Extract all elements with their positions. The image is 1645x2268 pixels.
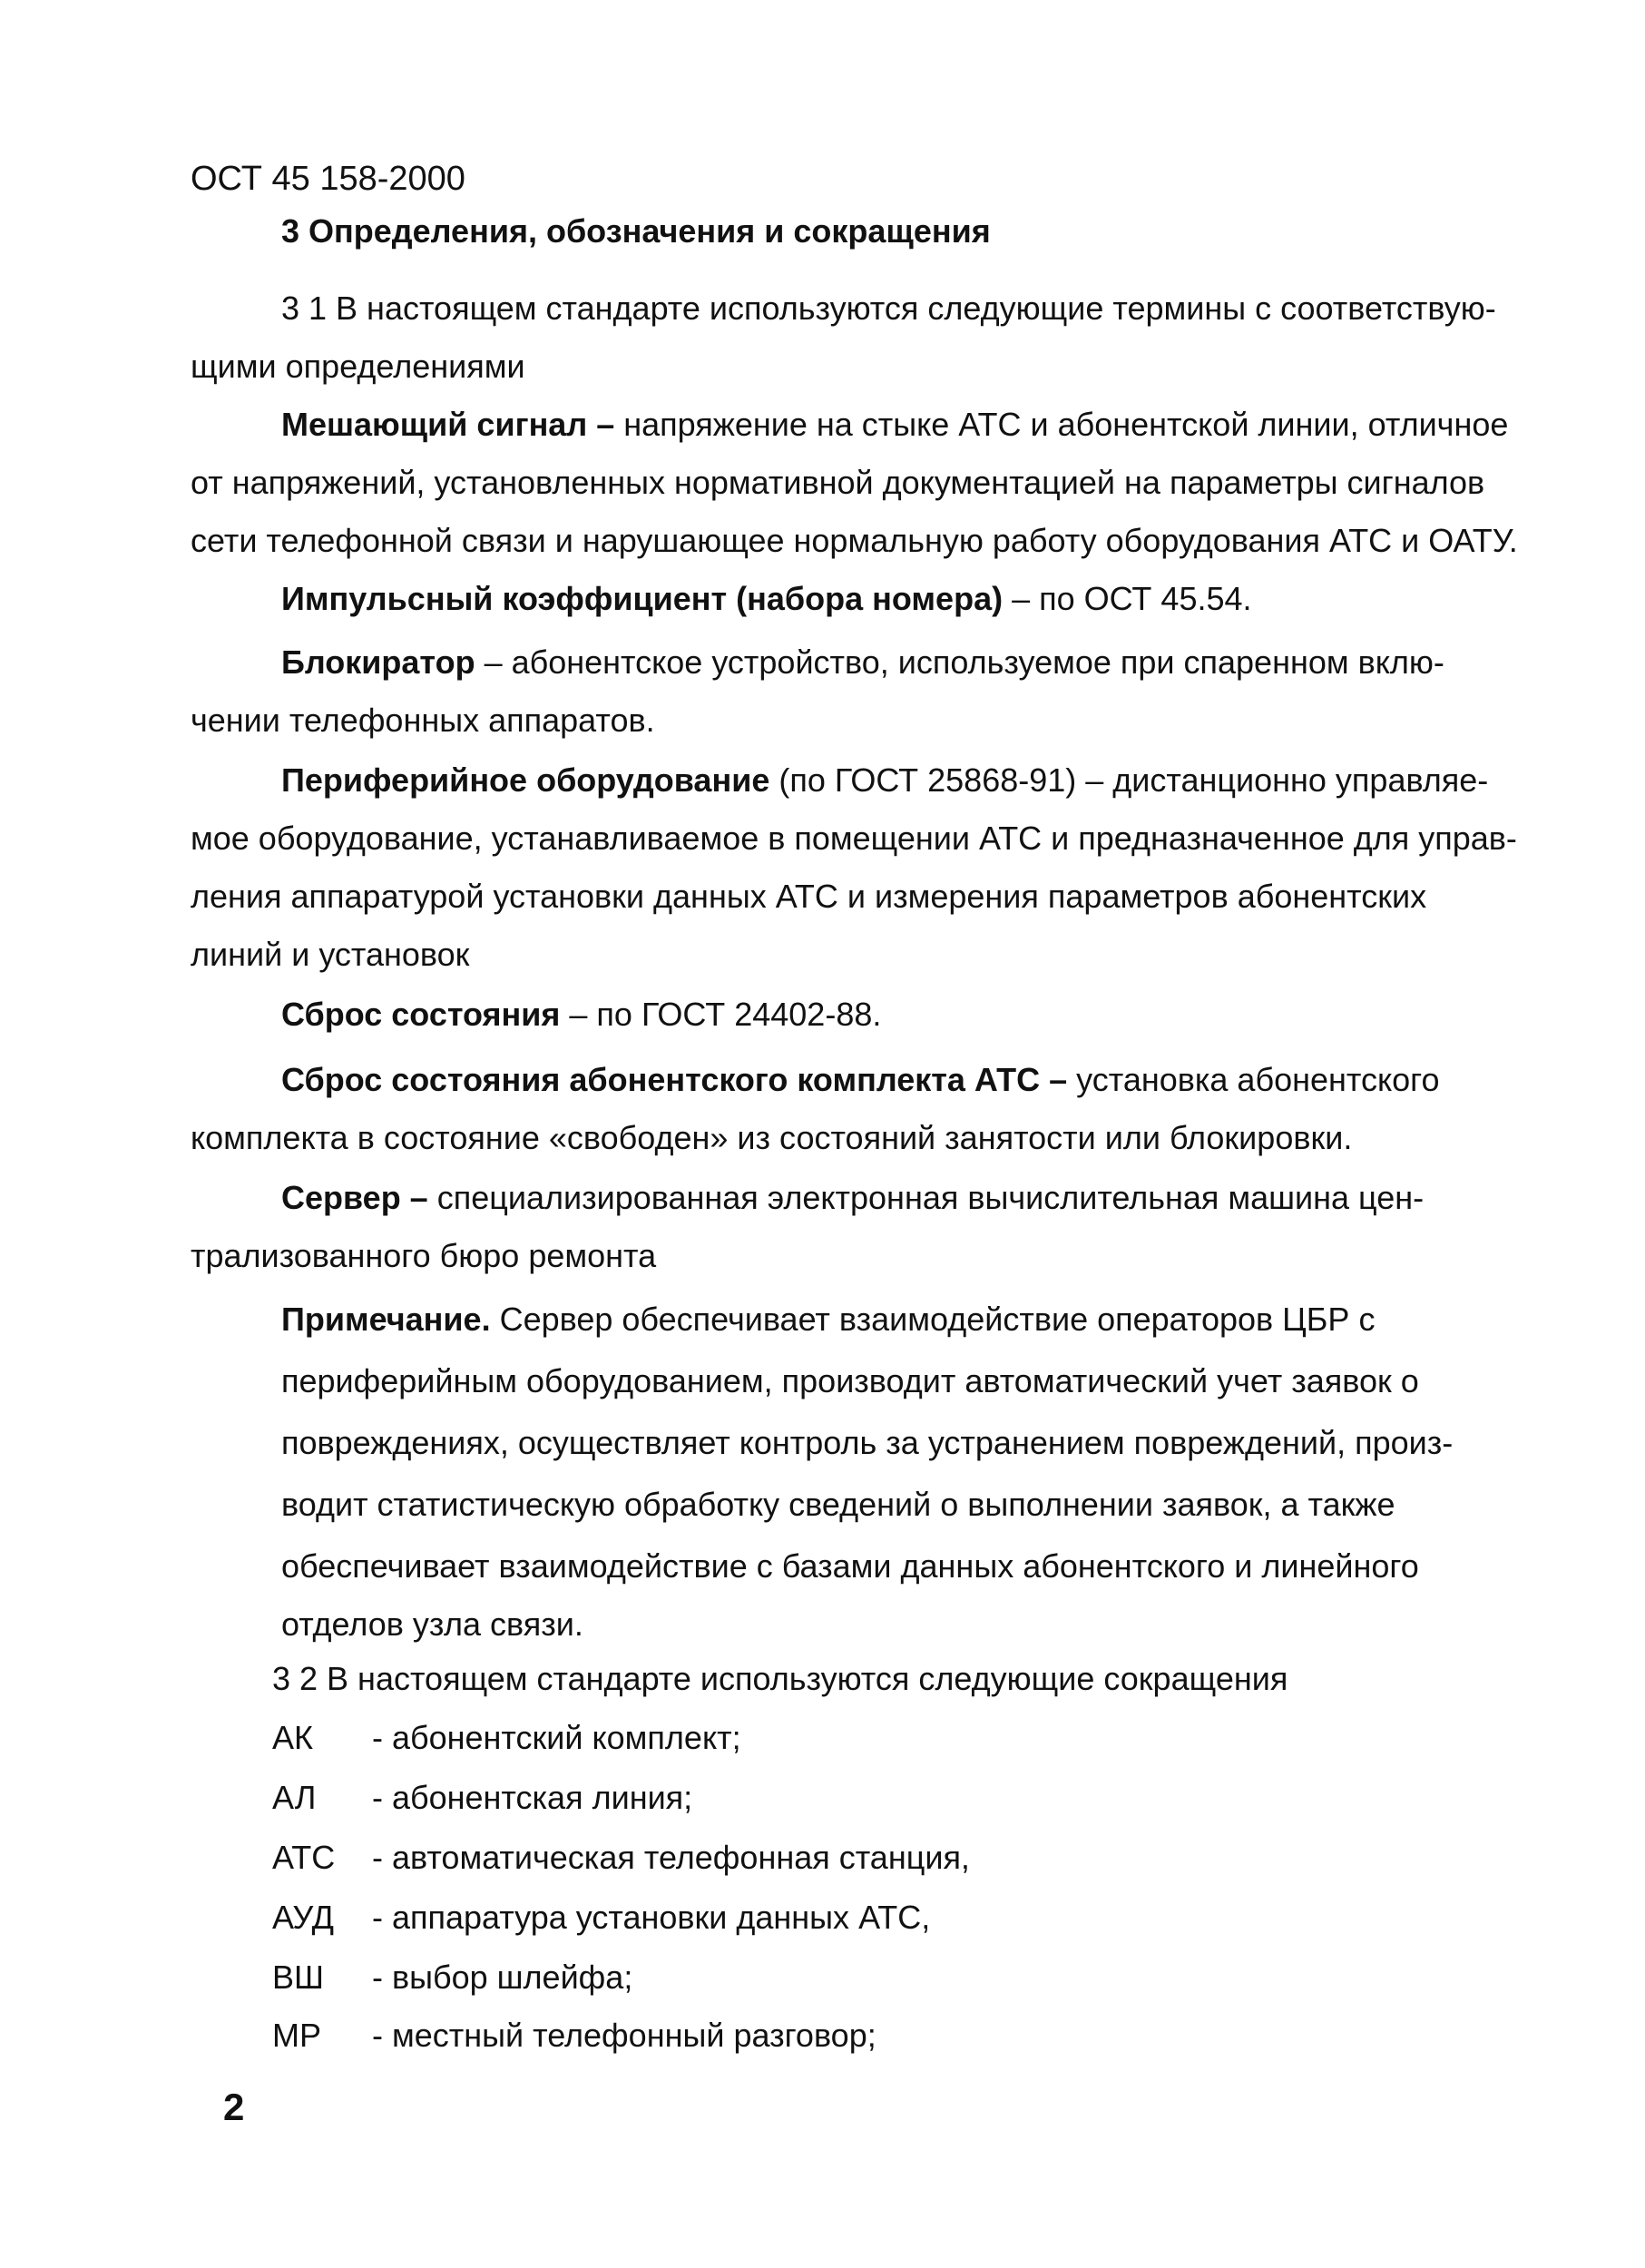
note-line-4: водит статистическую обработку сведений о выполнении заявок, а также xyxy=(281,1486,1395,1523)
abbreviation-code: АК xyxy=(272,1719,313,1756)
term-label: Блокиратор xyxy=(281,643,475,681)
abbreviation-code: АТС xyxy=(272,1839,336,1876)
note-text: Сервер обеспечивает взаимодействие операторов ЦБР с xyxy=(490,1301,1376,1338)
note-line-6: отделов узла связи. xyxy=(281,1605,583,1643)
term-definition-line: от напряжений, установленных нормативной документацией на параметры сигналов xyxy=(191,464,1485,501)
note-line-3: повреждениях, осуществляет контроль за устранением повреждений, произ- xyxy=(281,1424,1454,1461)
intro-3-1-line-2: щими определениями xyxy=(191,348,525,385)
term-subscriber-set-reset xyxy=(281,1061,1440,1098)
term-definition: (по ГОСТ 25868-91) – дистанционно управляе- xyxy=(769,761,1489,799)
term-label: Периферийное оборудование xyxy=(281,761,770,799)
abbreviation-row xyxy=(272,1899,930,1937)
abbreviation-row xyxy=(272,1719,741,1757)
term-definition: – абонентское устройство, используемое при спаренном вклю- xyxy=(475,643,1444,681)
term-definition: – по ГОСТ 24402-88. xyxy=(560,996,882,1033)
abbreviation-meaning: - абонентская линия; xyxy=(372,1779,693,1816)
term-definition-line: комплекта в состояние «свободен» из состояний занятости или блокировки. xyxy=(191,1119,1353,1156)
term-definition-line: трализованного бюро ремонта xyxy=(191,1237,657,1274)
note-line-2: периферийным оборудованием, производит автоматический учет заявок о xyxy=(281,1362,1419,1399)
note-label: Примечание. xyxy=(281,1301,491,1338)
term-pulse-ratio xyxy=(281,580,1252,617)
abbreviation-meaning: - автоматическая телефонная станция, xyxy=(372,1839,970,1876)
term-label: Сброс состояния абонентского комплекта АТС – xyxy=(281,1061,1068,1098)
term-server xyxy=(281,1179,1425,1216)
page-number: 2 xyxy=(223,2086,245,2128)
abbreviation-meaning: - выбор шлейфа; xyxy=(372,1959,633,1996)
term-definition: напряжение на стыке АТС и абонентской линии, отличное xyxy=(614,406,1509,443)
abbreviation-code: ВШ xyxy=(272,1959,325,1996)
intro-3-1-line-1: 3 1 В настоящем стандарте используются следующие термины с соответствую- xyxy=(281,290,1496,327)
term-label: Мешающий сигнал – xyxy=(281,406,615,443)
abbreviation-code: АУД xyxy=(272,1899,335,1936)
abbreviation-meaning: - абонентский комплект; xyxy=(372,1719,741,1756)
abbreviation-meaning: - аппаратура установки данных АТС, xyxy=(372,1899,931,1936)
abbreviation-row xyxy=(272,1959,632,1997)
term-definition-line: мое оборудование, устанавливаемое в помещении АТС и предназначенное для управ- xyxy=(191,820,1517,857)
term-label: Сброс состояния xyxy=(281,996,561,1033)
term-label: Импульсный коэффициент (набора номера) xyxy=(281,580,1004,617)
abbreviation-row xyxy=(272,1839,970,1877)
intro-3-2: 3 2 В настоящем стандарте используются следующие сокращения xyxy=(272,1660,1288,1697)
section-title: 3 Определения, обозначения и сокращения xyxy=(281,212,991,250)
note-line-1 xyxy=(281,1303,1375,1336)
note-line-5: обеспечивает взаимодействие с базами данных абонентского и линейного xyxy=(281,1547,1419,1585)
abbreviation-code: МР xyxy=(272,2017,321,2054)
term-definition: специализированная электронная вычислительная машина цен- xyxy=(427,1179,1425,1216)
term-definition-line: чении телефонных аппаратов. xyxy=(191,702,655,739)
term-definition-line: сети телефонной связи и нарушающее нормальную работу оборудования АТС и ОАТУ. xyxy=(191,522,1518,559)
document-code: ОСТ 45 158-2000 xyxy=(191,160,465,198)
term-peripheral-equipment xyxy=(281,761,1489,799)
term-definition: – по ОСТ 45.54. xyxy=(1003,580,1252,617)
term-definition-line: ления аппаратурой установки данных АТС и измерения параметров абонентских xyxy=(191,878,1427,915)
abbreviation-row xyxy=(272,2017,876,2055)
abbreviation-row xyxy=(272,1779,692,1817)
abbreviation-code: АЛ xyxy=(272,1779,317,1816)
term-definition: установка абонентского xyxy=(1067,1061,1440,1098)
abbreviation-meaning: - местный телефонный разговор; xyxy=(372,2017,876,2054)
term-blocker xyxy=(281,643,1444,681)
term-state-reset xyxy=(281,998,881,1031)
term-label: Сервер – xyxy=(281,1179,428,1216)
term-interfering-signal xyxy=(281,408,1508,441)
term-definition-line: линий и установок xyxy=(191,936,470,973)
